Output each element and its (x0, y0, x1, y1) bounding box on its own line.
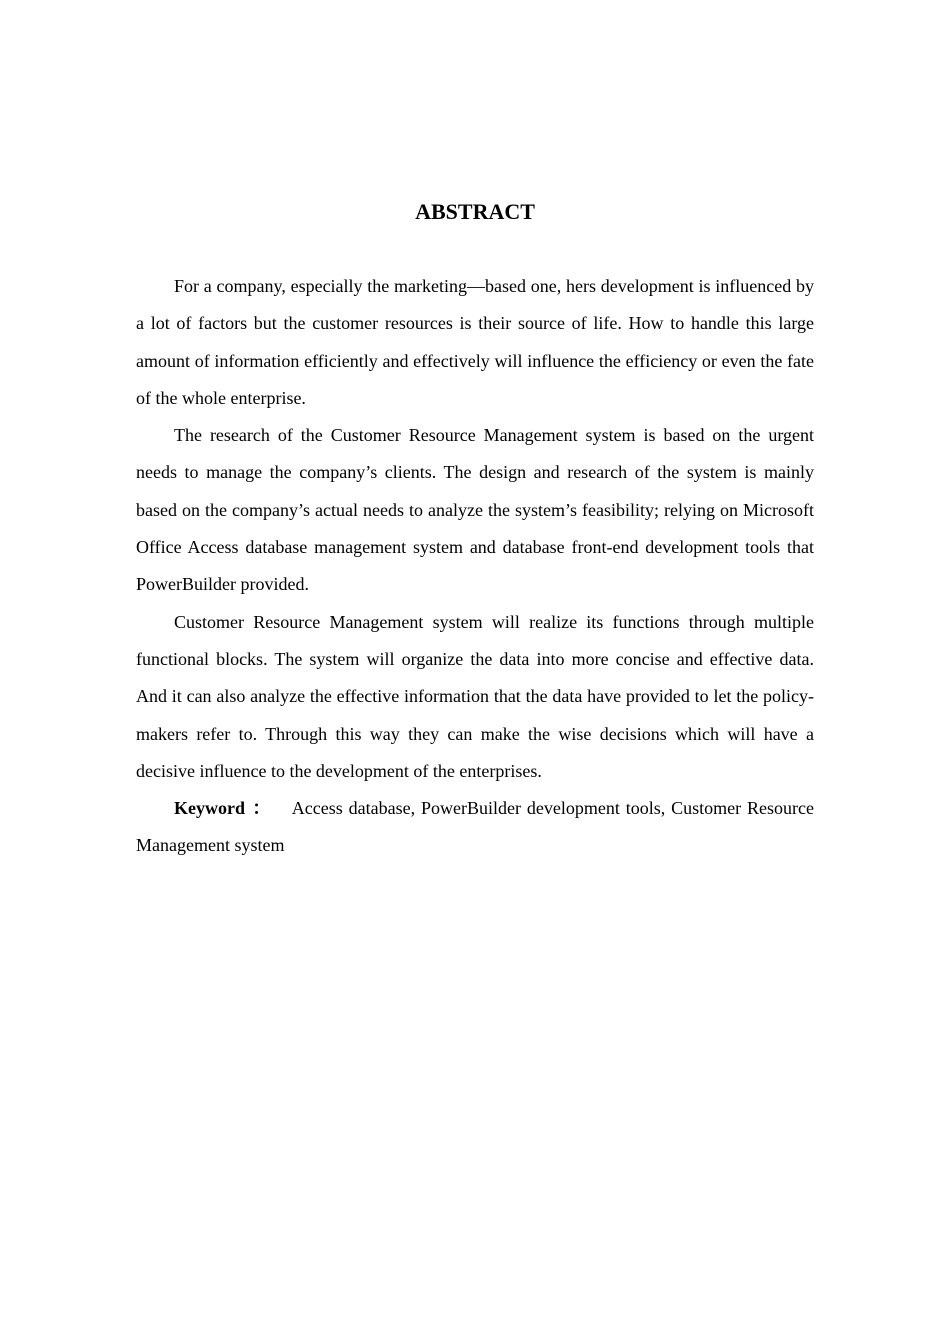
abstract-paragraph-1: For a company, especially the marketing—based one, hers development is influenced by a lot of factors but the customer resources is their source of life. How to handle this large amount of information efficiently and effectively will influence the efficiency or even the fate of the whole enterprise. (136, 276, 814, 408)
keyword-text: Access database, PowerBuilder development tools, Customer Resource Management system (136, 798, 814, 856)
keyword-label: Keyword (174, 798, 245, 819)
keyword-line (136, 790, 814, 865)
abstract-title: ABSTRACT (415, 199, 535, 224)
abstract-paragraph-3: Customer Resource Management system will realize its functions through multiple functional blocks. The system will organize the data into more concise and effective data. And it can also analyze the effective information that the data have provided to let the policy-makers refer to. Through this way they can make the wise decisions which will have a decisive influence to the development of the enterprises. (136, 611, 814, 781)
abstract-body (136, 268, 814, 865)
keyword-separator: ： (251, 798, 272, 819)
abstract-paragraph-2: The research of the Customer Resource Management system is based on the urgent needs to manage the company’s clients. The design and research of the system is mainly based on the company’s actual needs to analyze the system’s feasibility; relying on Microsoft Office Access database management system and database front-end development tools that PowerBuilder provided. (136, 425, 814, 595)
